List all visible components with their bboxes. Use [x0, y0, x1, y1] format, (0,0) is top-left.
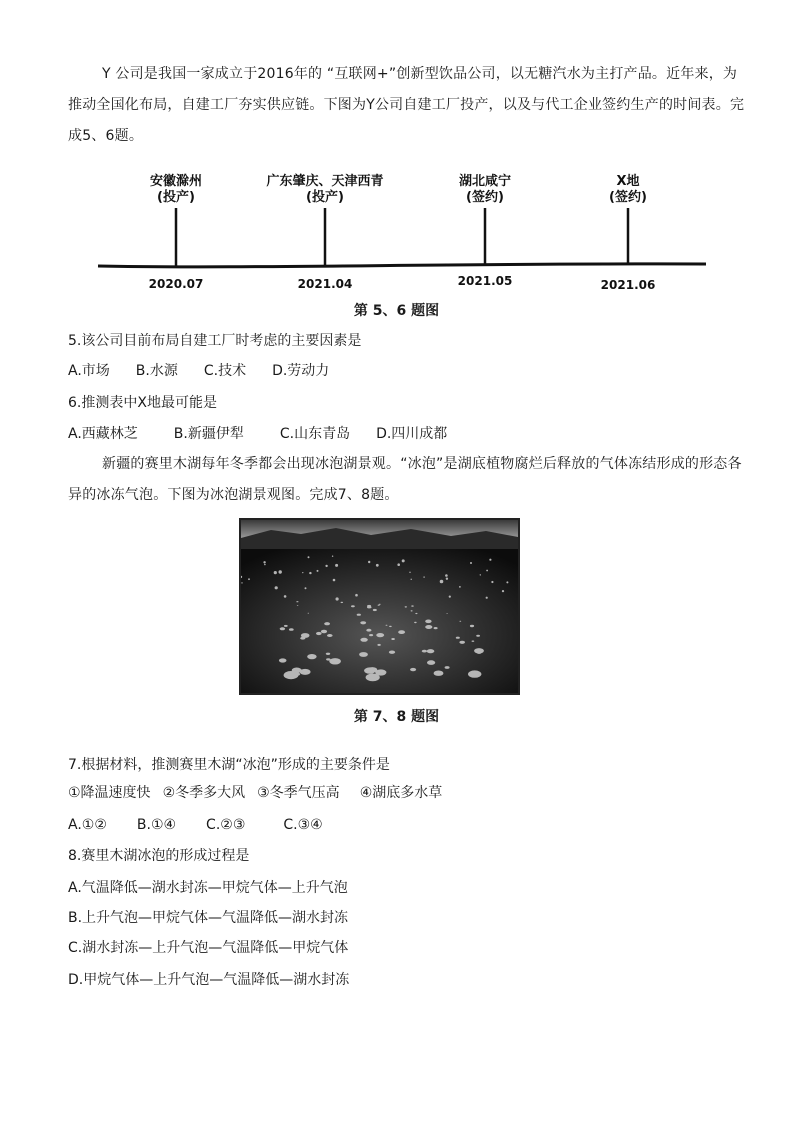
- timeline-event: [149, 173, 204, 291]
- photo-caption: 第 7、8 题图: [353, 709, 440, 725]
- ice-bubble: [373, 609, 377, 611]
- ice-bubble: [427, 660, 435, 665]
- ice-bubble: [476, 635, 480, 637]
- ice-bubble: [391, 638, 395, 640]
- ice-speck: [241, 582, 242, 583]
- condition: ③冬季气压高: [257, 785, 340, 801]
- ice-speck: [480, 574, 481, 575]
- timeline-status-label: (投产): [157, 190, 195, 205]
- ice-bubble: [427, 649, 435, 653]
- ice-bubble: [415, 613, 417, 614]
- ice-bubble: [410, 668, 416, 671]
- ice-bubble: [369, 634, 373, 636]
- ice-bubble: [280, 627, 285, 630]
- option[interactable]: C.③④: [283, 817, 323, 833]
- timeline-place-label: 湖北咸宁: [458, 174, 512, 189]
- ice-bubble: [386, 625, 388, 626]
- ice-bubble: [446, 613, 447, 614]
- ice-bubble: [279, 658, 287, 662]
- question-8-stem: 8.赛里木湖冰泡的形成过程是: [68, 848, 250, 864]
- timeline-caption: 第 5、6 题图: [353, 303, 440, 319]
- question-8-option-a[interactable]: A.气温降低—湖水封冻—甲烷气体—上升气泡: [68, 880, 348, 896]
- ice-bubble: [327, 634, 333, 637]
- ice-speck: [355, 594, 358, 597]
- option[interactable]: A.①②: [68, 817, 107, 833]
- ice-speck: [506, 581, 508, 583]
- ice-bubble: [398, 630, 405, 634]
- question-7-stem: 7.根据材料，推测赛里木湖“冰泡”形成的主要条件是: [68, 757, 390, 773]
- ice-speck: [248, 578, 250, 580]
- option[interactable]: B.水源: [135, 363, 178, 379]
- ice-speck: [459, 586, 461, 588]
- timeline-place-label: 安徽滁州: [149, 174, 203, 189]
- timeline-status-label: (签约): [609, 190, 647, 205]
- ice-bubble: [284, 625, 288, 627]
- timeline-event: [601, 173, 656, 292]
- ice-bubble: [389, 626, 392, 627]
- question-5-options: [68, 361, 355, 381]
- question-6-options: [68, 424, 473, 444]
- ice-bubble: [425, 625, 432, 629]
- timeline-place-label: 广东肇庆、天津西青: [266, 174, 384, 189]
- ice-bubble: [445, 666, 450, 669]
- ice-speck: [489, 559, 491, 561]
- ice-bubble: [364, 667, 375, 673]
- ice-bubble-photo-illustration: [241, 520, 518, 693]
- ice-speck: [491, 581, 493, 583]
- ice-bubble: [367, 605, 371, 607]
- ice-speck: [409, 572, 410, 573]
- ice-speck: [423, 576, 424, 577]
- ice-bubble: [411, 610, 413, 611]
- timeline-place-label: X地: [616, 174, 640, 189]
- option[interactable]: C.技术: [203, 363, 247, 379]
- question-7-options: [68, 815, 349, 835]
- timeline-status-label: (投产): [306, 190, 344, 205]
- option[interactable]: D.四川成都: [376, 426, 448, 442]
- ice-bubble: [326, 653, 330, 655]
- ice-speck: [368, 561, 370, 563]
- ice-bubble: [360, 621, 366, 624]
- ice-bubble: [297, 605, 299, 606]
- ice-speck: [440, 580, 444, 584]
- question-8-option-b[interactable]: B.上升气泡—甲烷气体—气温降低—湖水封冻: [68, 910, 349, 926]
- timeline-date-label: 2020.07: [148, 277, 204, 291]
- ice-bubble: [316, 632, 322, 635]
- ice-speck: [335, 564, 338, 567]
- ice-bubble: [308, 613, 309, 614]
- ice-bubble: [300, 669, 311, 675]
- ice-bubble: [321, 630, 327, 633]
- timeline-date-label: 2021.06: [600, 278, 656, 292]
- ice-bubble: [294, 672, 300, 676]
- ice-speck: [264, 564, 266, 566]
- ice-bubble: [357, 614, 361, 616]
- timeline-event: [458, 173, 513, 288]
- ice-bubble: [296, 601, 298, 602]
- ice-speck: [502, 590, 504, 592]
- ice-bubble: [379, 604, 381, 605]
- ice-bubble: [378, 605, 380, 606]
- ice-speck: [470, 562, 472, 564]
- ice-speck: [446, 578, 448, 580]
- option[interactable]: C.山东青岛: [279, 426, 351, 442]
- ice-bubble-lake-photo: [239, 518, 520, 695]
- ice-bubble: [468, 670, 481, 677]
- ice-bubble: [366, 629, 371, 632]
- question-7-conditions: [68, 783, 468, 803]
- ice-speck: [317, 570, 319, 572]
- ice-speck: [332, 556, 333, 557]
- timeline-status-label: (签约): [466, 190, 504, 205]
- ice-bubble: [351, 605, 355, 607]
- ice-bubble: [376, 633, 384, 637]
- condition: ①降温速度快: [68, 785, 151, 801]
- ice-bubble: [459, 641, 465, 644]
- ice-bubble: [341, 602, 344, 603]
- ice-bubble: [434, 671, 444, 676]
- ice-speck: [411, 579, 412, 580]
- ice-speck: [449, 596, 451, 598]
- ice-bubble: [389, 651, 395, 654]
- option[interactable]: D.劳动力: [272, 363, 330, 379]
- option[interactable]: B.①④: [136, 817, 177, 833]
- question-5-stem: 5.该公司目前布局自建工厂时考虑的主要因素是: [68, 333, 362, 349]
- ice-bubble: [324, 622, 330, 625]
- timeline-axis: [98, 264, 706, 267]
- option[interactable]: A.西藏林芝: [68, 426, 138, 442]
- ice-speck: [445, 574, 448, 577]
- ice-bubble: [422, 650, 427, 653]
- ice-bubble: [425, 620, 431, 624]
- ice-speck: [376, 564, 379, 567]
- timeline-date-label: 2021.04: [297, 277, 353, 291]
- option[interactable]: B.新疆伊犁: [173, 426, 244, 442]
- ice-bubble: [434, 627, 438, 629]
- ice-speck: [486, 570, 488, 572]
- ice-speck: [263, 561, 265, 563]
- ice-bubble: [456, 637, 460, 639]
- option[interactable]: C.②③: [206, 817, 246, 833]
- ice-speck: [308, 556, 310, 558]
- ice-bubble: [470, 625, 474, 627]
- ice-speck: [325, 565, 327, 567]
- intro-paragraph-2: 新疆的赛里木湖每年冬季都会出现冰泡湖景观。“冰泡”是湖底植物腐烂后释放的气体冻结形成的形态各异的冰冻气泡。下图为冰泡湖景观图。完成7、8题。: [68, 456, 742, 503]
- condition: ④湖底多水草: [359, 785, 443, 801]
- ice-speck: [309, 572, 311, 574]
- ice-bubble: [360, 638, 367, 642]
- ice-speck: [284, 595, 287, 598]
- ice-bubble: [459, 621, 461, 622]
- ice-speck: [274, 571, 277, 574]
- timeline-date-label: 2021.05: [457, 274, 513, 288]
- ice-speck: [275, 586, 278, 589]
- ice-speck: [302, 572, 303, 573]
- timeline-diagram: [0, 160, 793, 300]
- question-8-option-c[interactable]: C.湖水封冻—上升气泡—气温降低—甲烷气体: [68, 940, 349, 956]
- ice-speck: [397, 563, 400, 566]
- ice-bubble: [477, 652, 481, 654]
- question-8-option-d[interactable]: D.甲烷气体—上升气泡—气温降低—湖水封冻: [68, 972, 350, 988]
- condition: ②冬季多大风: [162, 785, 246, 801]
- question-6-stem: 6.推测表中X地最可能是: [68, 395, 217, 411]
- ice-speck: [402, 559, 405, 562]
- ice-speck: [486, 597, 488, 599]
- intro-paragraph-1: Y 公司是我国一家成立于2016年的 “互联网+”创新型饮品公司，以无糖汽水为主打产品。近年来，为推动全国化布局，自建工厂夯实供应链。下图为Y公司自建工厂投产，以及与代工企业签约生产的时间表。完成5、6题。: [68, 66, 745, 144]
- ice-speck: [305, 587, 307, 589]
- ice-bubble: [289, 628, 294, 631]
- ice-bubble: [472, 641, 475, 642]
- ice-bubble: [377, 644, 380, 646]
- timeline-event: [266, 173, 383, 291]
- ice-bubble: [359, 652, 368, 657]
- option[interactable]: A.市场: [68, 363, 110, 379]
- ice-bubble: [300, 637, 305, 640]
- ice-speck: [279, 570, 282, 573]
- ice-bubble: [411, 605, 414, 606]
- ice-bubble: [366, 674, 380, 682]
- ice-bubble: [307, 654, 316, 659]
- ice-speck: [333, 579, 336, 582]
- ice-speck: [336, 597, 339, 600]
- ice-bubble: [414, 622, 417, 623]
- ice-bubble: [405, 606, 407, 607]
- ice-bubble: [329, 658, 341, 664]
